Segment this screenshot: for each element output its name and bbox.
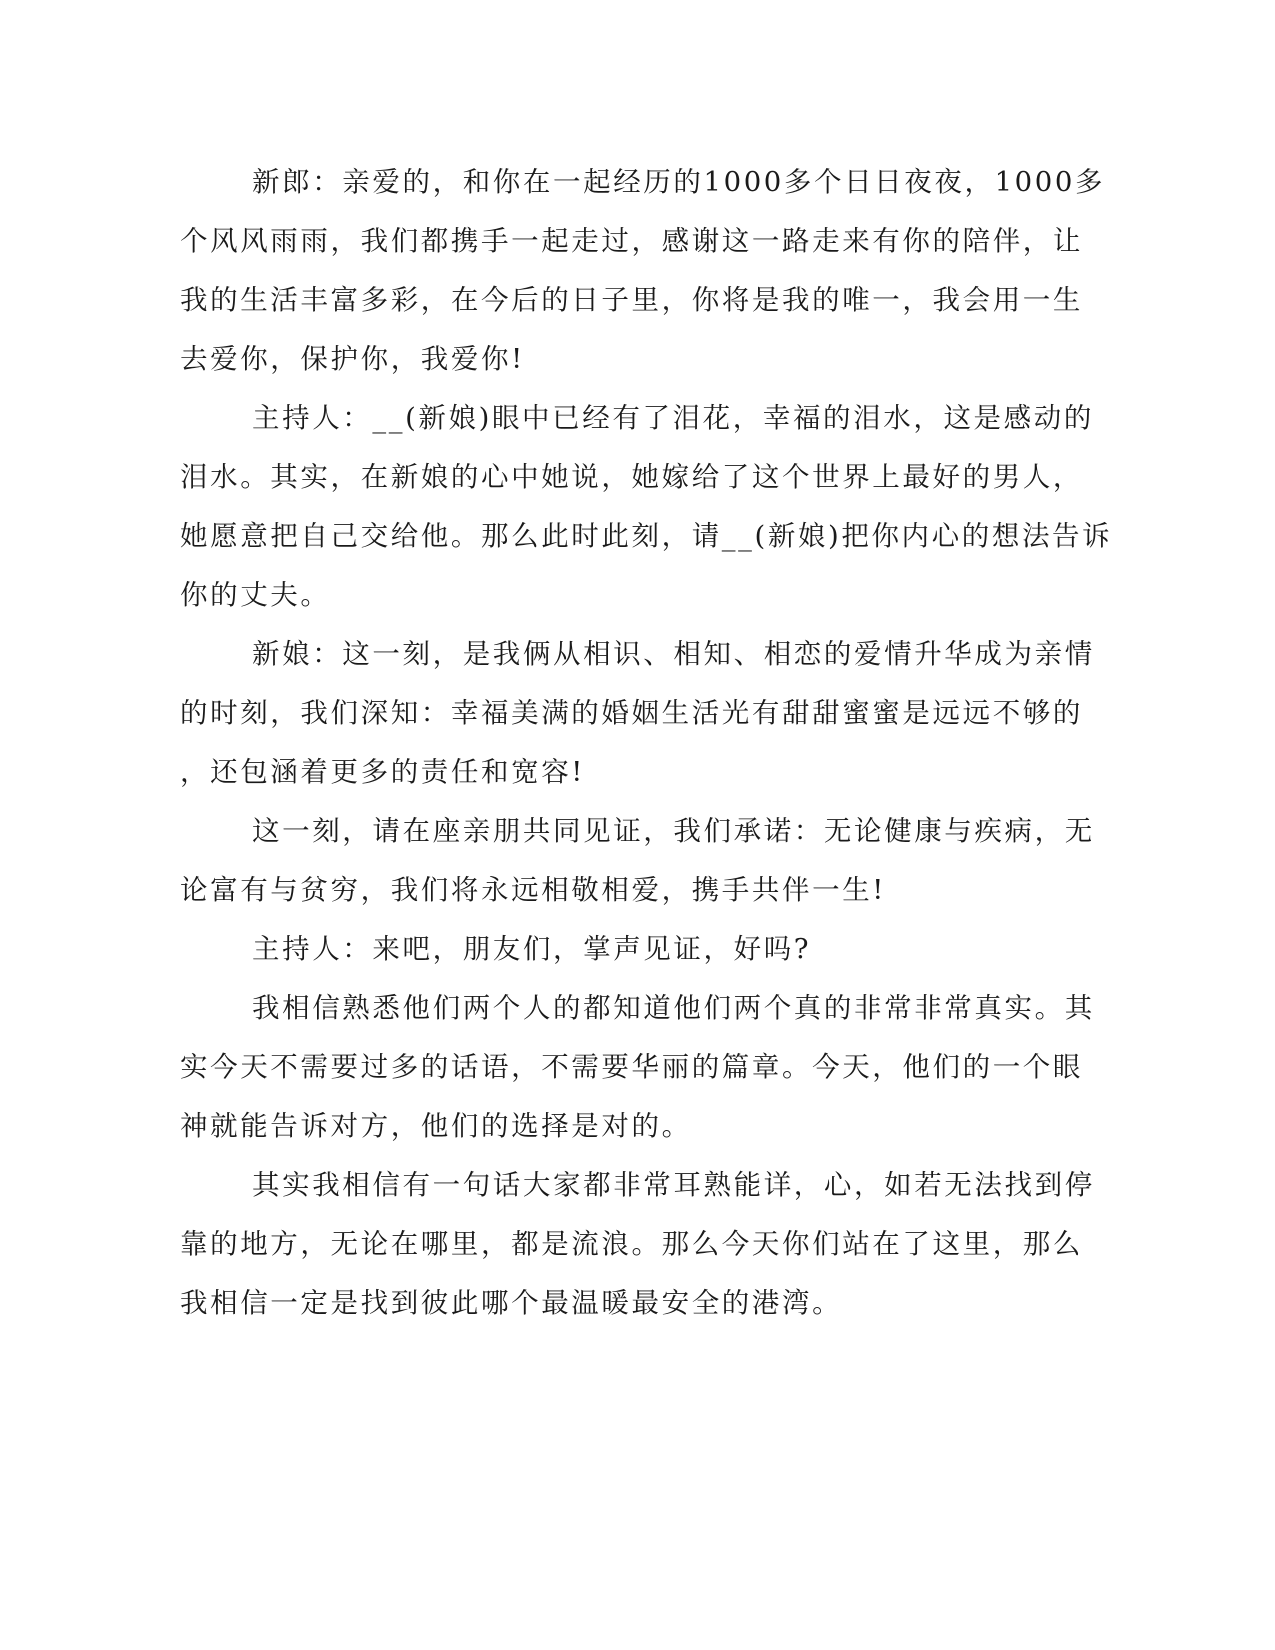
paragraph (180, 1156, 1095, 1333)
text-line: ，还包涵着更多的责任和宽容! (180, 756, 585, 788)
text-line: 主持人：来吧，朋友们，掌声见证，好吗? (252, 933, 812, 965)
text-line: 主持人：__(新娘)眼中已经有了泪花，幸福的泪水，这是感动的 (252, 402, 1094, 434)
text-line: 去爱你，保护你，我爱你! (180, 343, 525, 375)
text-line: 论富有与贫穷，我们将永远相敬相爱，携手共伴一生! (180, 874, 886, 906)
text-line: 新郎：亲爱的，和你在一起经历的1000多个日日夜夜，1000多 (252, 166, 1106, 198)
text-line: 你的丈夫。 (180, 579, 331, 611)
text-line: 我相信熟悉他们两个人的都知道他们两个真的非常非常真实。其 (252, 992, 1095, 1024)
text-line: 她愿意把自己交给他。那么此时此刻，请__(新娘)把你内心的想法告诉 (180, 520, 1113, 552)
text-line: 的时刻，我们深知：幸福美满的婚姻生活光有甜甜蜜蜜是远远不够的 (180, 697, 1083, 729)
text-line: 个风风雨雨，我们都携手一起走过，感谢这一路走来有你的陪伴，让 (180, 225, 1083, 257)
paragraph (180, 389, 1113, 625)
text-line: 其实我相信有一句话大家都非常耳熟能详，心，如若无法找到停 (252, 1169, 1095, 1201)
paragraph (180, 625, 1095, 802)
text-line: 靠的地方，无论在哪里，都是流浪。那么今天你们站在了这里，那么 (180, 1228, 1083, 1260)
text-line: 实今天不需要过多的话语，不需要华丽的篇章。今天，他们的一个眼 (180, 1051, 1083, 1083)
text-line: 新娘：这一刻，是我俩从相识、相知、相恋的爱情升华成为亲情 (252, 638, 1095, 670)
text-line: 我相信一定是找到彼此哪个最温暖最安全的港湾。 (180, 1287, 843, 1319)
document-body (180, 153, 1113, 1333)
text-line: 这一刻，请在座亲朋共同见证，我们承诺：无论健康与疾病，无 (252, 815, 1095, 847)
paragraph (180, 920, 1032, 979)
text-line: 泪水。其实，在新娘的心中她说，她嫁给了这个世界上最好的男人， (180, 461, 1083, 493)
text-line: 神就能告诉对方，他们的选择是对的。 (180, 1110, 692, 1142)
text-line: 我的生活丰富多彩，在今后的日子里，你将是我的唯一，我会用一生 (180, 284, 1083, 316)
paragraph (180, 153, 1106, 389)
paragraph (180, 802, 1095, 920)
paragraph (180, 979, 1095, 1156)
